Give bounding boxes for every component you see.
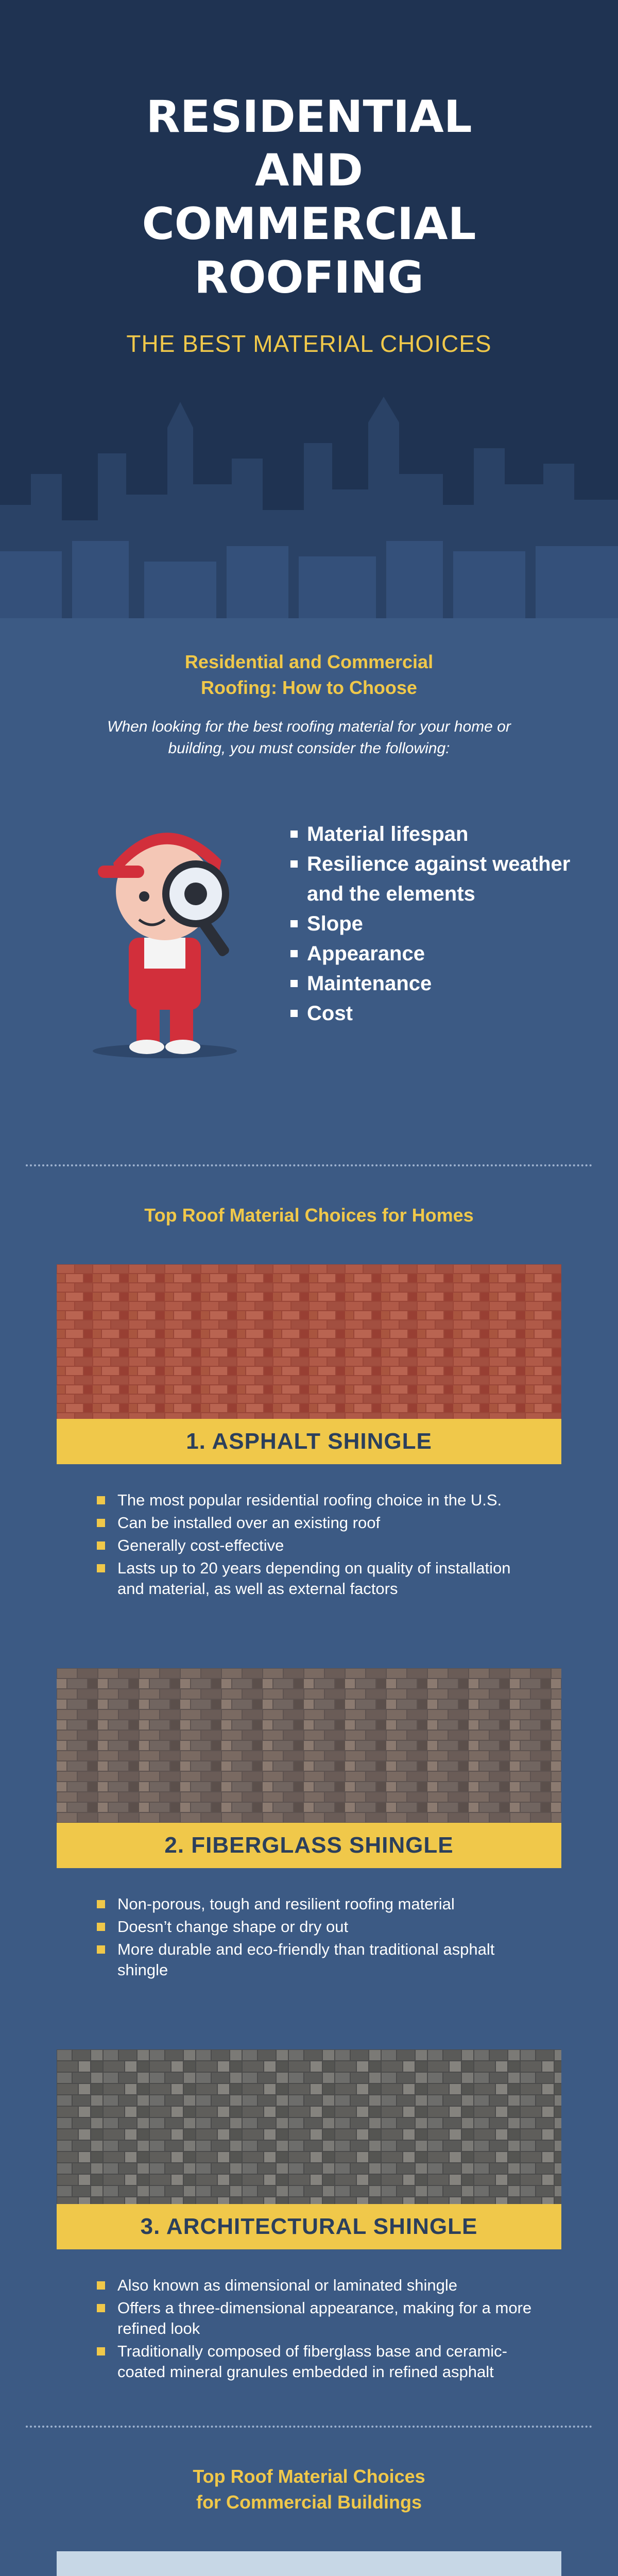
hero-title xyxy=(0,90,618,304)
built-up-roofing-photo xyxy=(57,2551,561,2576)
material-title: 1. ASPHALT SHINGLE xyxy=(57,1419,561,1464)
intro-text: When looking for the best roofing material for your home or building, you must consider the following: xyxy=(107,718,511,757)
inspector-mascot-illustration xyxy=(67,783,263,1061)
material-title: 3. ARCHITECTURAL SHINGLE xyxy=(57,2204,561,2249)
bullet-item: Non-porous, tough and resilient roofing material xyxy=(97,1894,541,1914)
city-skyline-illustration xyxy=(0,397,618,618)
bullet-item: Offers a three-dimensional appearance, making for a more refined look xyxy=(97,2298,541,2339)
bullet-item: Doesn’t change shape or dry out xyxy=(97,1917,541,1937)
hero-title-line: AND xyxy=(255,145,363,196)
material-card xyxy=(57,1668,561,1980)
hero-section xyxy=(0,0,618,618)
bullet-item: Also known as dimensional or laminated shingle xyxy=(97,2275,541,2296)
commercial-heading xyxy=(0,2428,618,2551)
intro-heading xyxy=(0,649,618,701)
intro-section xyxy=(0,618,618,1164)
commercial-heading-line: for Commercial Buildings xyxy=(196,2492,422,2513)
material-card xyxy=(57,1264,561,1599)
material-card xyxy=(57,2551,561,2576)
criteria-list xyxy=(288,819,597,1028)
asphalt-shingle-photo xyxy=(57,1264,561,1419)
material-title: 2. FIBERGLASS SHINGLE xyxy=(57,1823,561,1868)
criteria-item: Maintenance xyxy=(288,969,597,998)
architectural-shingle-photo xyxy=(57,2049,561,2204)
criteria-item: Material lifespan xyxy=(288,819,597,849)
criteria-item: Cost xyxy=(288,998,597,1028)
criteria-item: Resilience against weather and the elements xyxy=(288,849,597,909)
bullet-item: Can be installed over an existing roof xyxy=(97,1513,541,1533)
material-bullets xyxy=(57,1894,561,1980)
hero-subtitle: THE BEST MATERIAL CHOICES xyxy=(126,330,492,357)
bullet-item: Generally cost-effective xyxy=(97,1535,541,1556)
hero-title-line: RESIDENTIAL xyxy=(146,91,472,143)
fiberglass-shingle-photo xyxy=(57,1668,561,1823)
intro-heading-line: Roofing: How to Choose xyxy=(201,677,417,698)
material-card xyxy=(57,2049,561,2382)
homes-section xyxy=(0,1166,618,2382)
intro-heading-line: Residential and Commercial xyxy=(184,651,434,672)
material-bullets xyxy=(57,2275,561,2382)
material-bullets xyxy=(57,1490,561,1599)
homes-heading: Top Roof Material Choices for Homes xyxy=(144,1205,474,1226)
criteria-item: Appearance xyxy=(288,939,597,969)
bullet-item: Lasts up to 20 years depending on quality of installation and material, as well as external factors xyxy=(97,1558,541,1599)
commercial-heading-line: Top Roof Material Choices xyxy=(193,2466,425,2487)
hero-title-line: ROOFING xyxy=(194,252,424,303)
commercial-section xyxy=(0,2428,618,2576)
bullet-item: The most popular residential roofing choice in the U.S. xyxy=(97,1490,541,1511)
criteria-item: Slope xyxy=(288,909,597,939)
hero-title-line: COMMERCIAL xyxy=(142,198,476,250)
bullet-item: More durable and eco-friendly than traditional asphalt shingle xyxy=(97,1939,541,1980)
bullet-item: Traditionally composed of fiberglass base and ceramic-coated mineral granules embedded in refined asphalt xyxy=(97,2341,541,2382)
